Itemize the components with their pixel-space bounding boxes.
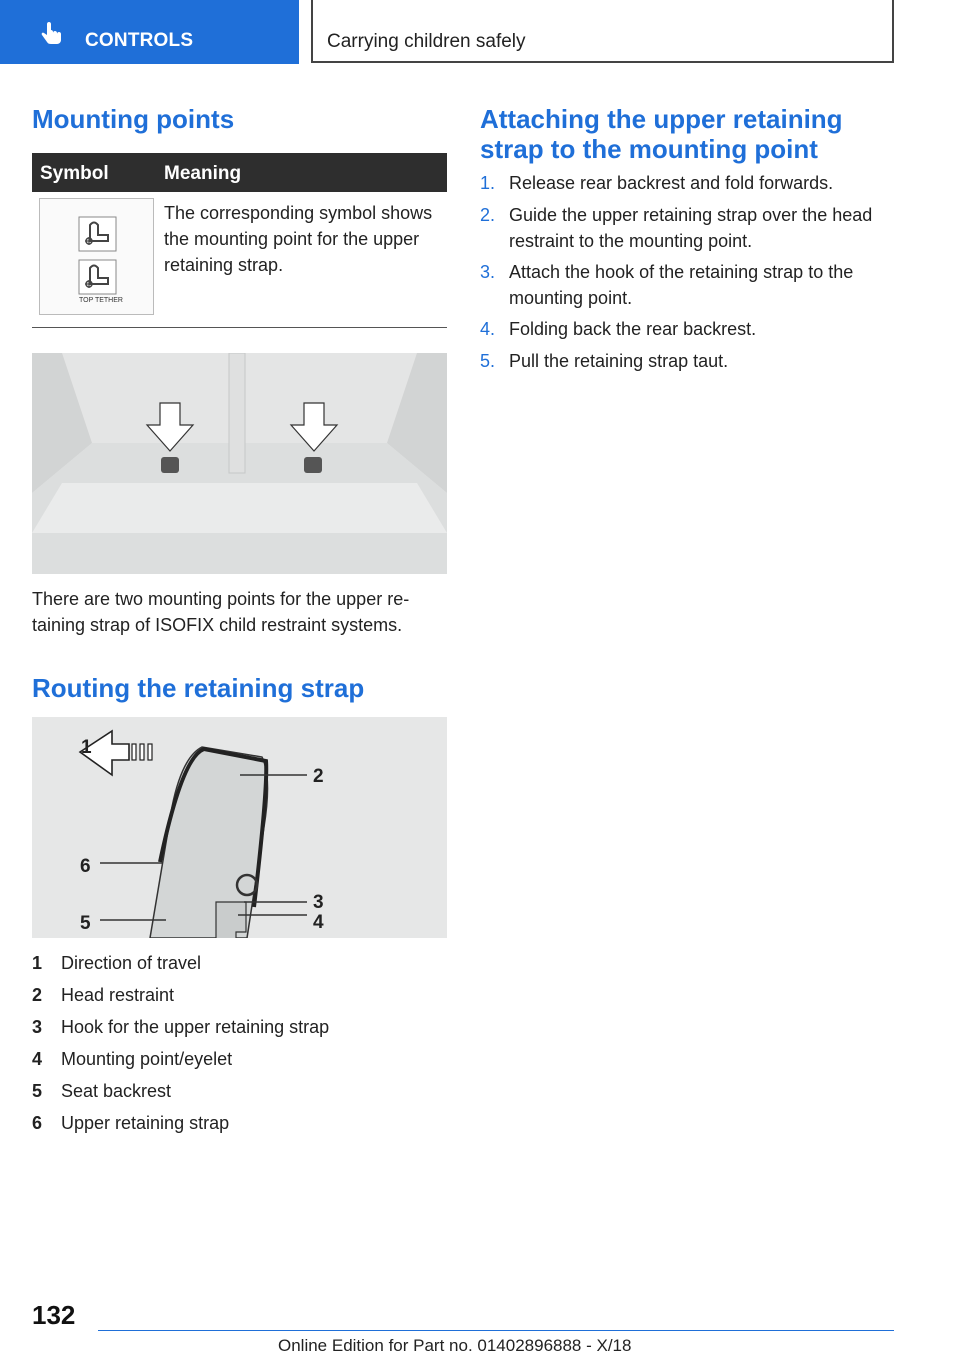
section-tab[interactable]: [0, 0, 299, 64]
col-symbol: Symbol: [40, 163, 109, 184]
footer-edition: Online Edition for Part no. 01402896888 - X/18: [278, 1336, 632, 1355]
diagram-label-3: 3: [313, 892, 324, 913]
attaching-heading: [480, 104, 843, 164]
tether-symbol-box: [39, 198, 154, 315]
section-header: [311, 0, 894, 63]
table-rule: [32, 327, 447, 328]
attaching-heading-line1: Attaching the upper retaining: [480, 104, 843, 134]
diagram-label-2: 2: [313, 766, 324, 787]
diagram-label-5: 5: [80, 913, 91, 934]
mounting-points-text: There are two mounting points for the upper re-taining strap of ISOFIX child restraint systems.: [32, 589, 410, 635]
diagram-label-6: 6: [80, 856, 91, 877]
mounting-points-photo: [32, 353, 447, 574]
table-header: [32, 153, 447, 192]
routing-heading: Routing the retaining strap: [32, 673, 365, 703]
diagram-label-4: 4: [313, 912, 324, 933]
page-number: 132: [32, 1300, 76, 1330]
meaning-text: The corresponding symbol shows the mounting point for the upper retaining strap.: [164, 203, 433, 275]
routing-diagram: [32, 717, 447, 938]
section-title: Carrying children safely: [327, 31, 526, 52]
section-tab-label: CONTROLS: [85, 30, 194, 51]
mounting-points-heading: Mounting points: [32, 104, 235, 134]
footer-rule: [98, 1330, 894, 1331]
symbol-caption: TOP TETHER: [79, 297, 123, 304]
diagram-label-1: 1: [81, 737, 92, 758]
hand-pointer-icon: [40, 22, 64, 48]
attaching-heading-line2: strap to the mounting point: [480, 134, 818, 164]
col-meaning: Meaning: [164, 163, 242, 184]
